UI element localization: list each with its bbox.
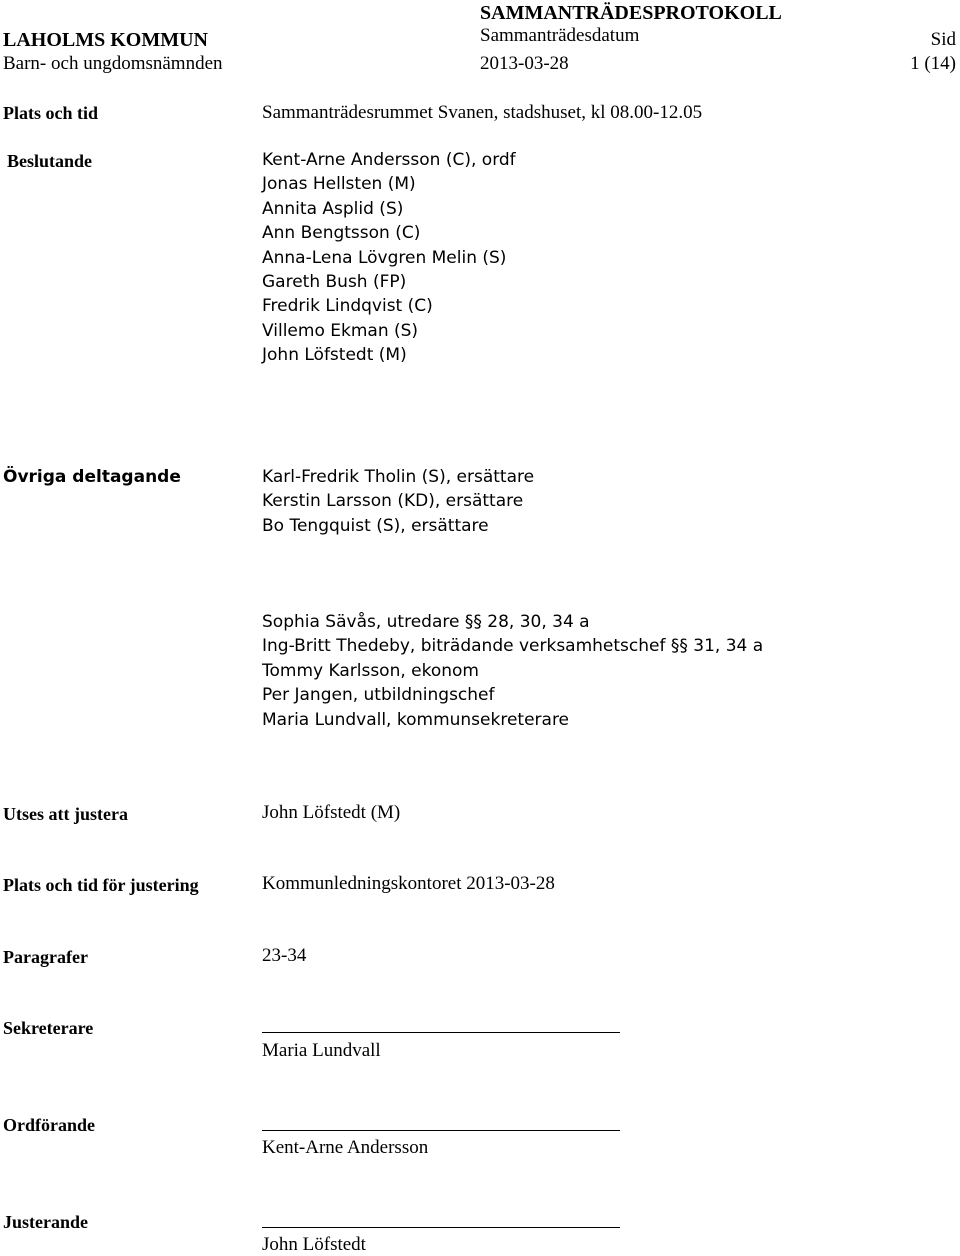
deciding-members-list <box>262 148 516 368</box>
list-item: Gareth Bush (FP) <box>262 272 407 293</box>
place-time-value: Sammanträdesrummet Svanen, stadshuset, kl 08.00-12.05 <box>262 102 703 123</box>
organization-name: LAHOLMS KOMMUN <box>3 29 208 51</box>
others-label: Övriga deltagande <box>3 467 181 487</box>
signature-line <box>262 1227 620 1228</box>
signature-name: Maria Lundvall <box>262 1040 381 1061</box>
list-item: Ing-Britt Thedeby, biträdande verksamhetschef §§ 31, 34 a <box>262 636 764 657</box>
list-item: Sophia Sävås, utredare §§ 28, 30, 34 a <box>262 612 590 632</box>
signature-role: Sekreterare <box>3 1018 94 1038</box>
list-item: Fredrik Lindqvist (C) <box>262 296 433 317</box>
officials-list <box>262 610 763 732</box>
list-item: Ann Bengtsson (C) <box>262 223 421 244</box>
page-label: Sid <box>930 29 956 50</box>
committee-name: Barn- och ungdomsnämnden <box>3 53 223 74</box>
list-item: Kent-Arne Andersson (C), ordf <box>262 150 516 170</box>
adjust-place-label: Plats och tid för justering <box>3 875 199 895</box>
list-item: Kerstin Larsson (KD), ersättare <box>262 491 524 512</box>
place-time-label: Plats och tid <box>3 103 99 123</box>
meeting-date: 2013-03-28 <box>480 53 569 74</box>
paragraphs-value: 23-34 <box>262 945 307 966</box>
list-item: Bo Tengquist (S), ersättare <box>262 515 489 536</box>
signature-name: Kent-Arne Andersson <box>262 1137 429 1158</box>
substitutes-list <box>262 465 534 538</box>
list-item: Anna-Lena Lövgren Melin (S) <box>262 247 507 268</box>
page-number: 1 (14) <box>910 53 956 74</box>
deciding-label: Beslutande <box>7 151 93 171</box>
adjust-place-value: Kommunledningskontoret 2013-03-28 <box>262 873 555 894</box>
signature-role: Justerande <box>3 1212 88 1232</box>
document-type: SAMMANTRÄDESPROTOKOLL <box>480 2 782 24</box>
adjuster-value: John Löfstedt (M) <box>262 802 401 823</box>
list-item: Jonas Hellsten (M) <box>262 174 416 195</box>
list-item: Villemo Ekman (S) <box>262 320 419 341</box>
signature-line <box>262 1130 620 1131</box>
date-label: Sammanträdesdatum <box>480 25 640 46</box>
paragraphs-label: Paragrafer <box>3 947 88 967</box>
list-item: Maria Lundvall, kommunsekreterare <box>262 709 570 730</box>
adjuster-label: Utses att justera <box>3 804 128 824</box>
list-item: Per Jangen, utbildningschef <box>262 685 495 706</box>
list-item: Tommy Karlsson, ekonom <box>262 660 479 681</box>
signature-role: Ordförande <box>3 1115 95 1135</box>
list-item: Annita Asplid (S) <box>262 198 404 219</box>
list-item: John Löfstedt (M) <box>262 345 407 366</box>
list-item: Karl-Fredrik Tholin (S), ersättare <box>262 467 535 487</box>
signature-line <box>262 1032 620 1033</box>
signature-name: John Löfstedt <box>262 1234 366 1255</box>
